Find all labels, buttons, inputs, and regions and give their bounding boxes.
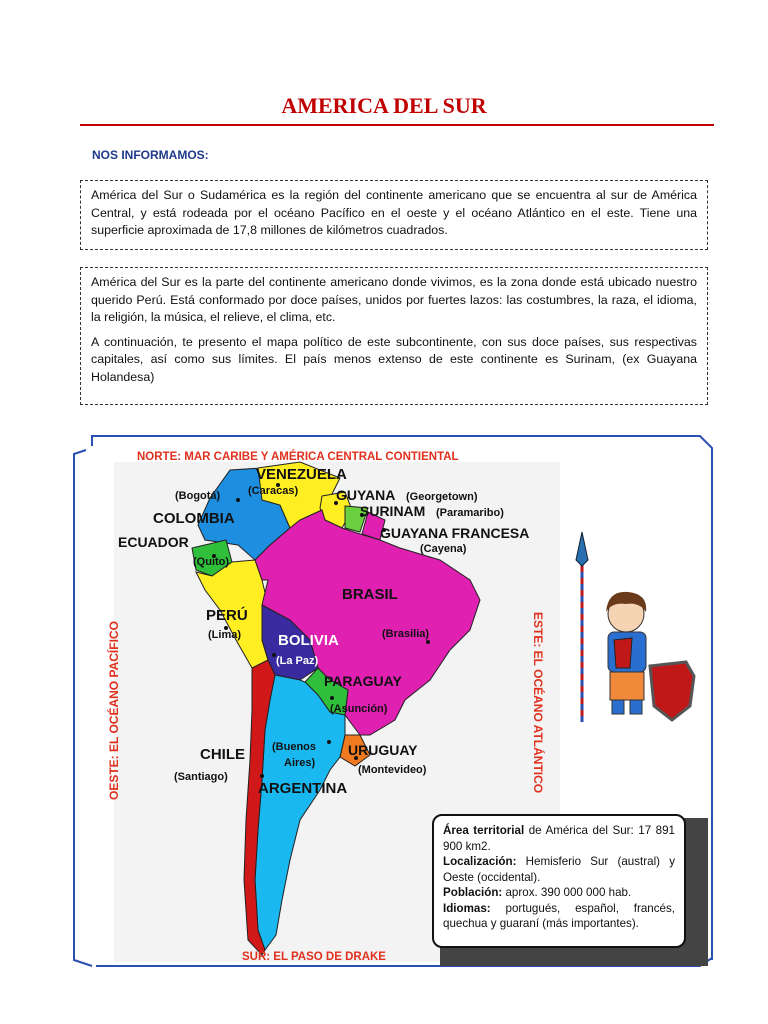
boy-legs bbox=[610, 672, 644, 700]
capital-dot bbox=[260, 774, 264, 778]
capital-dot bbox=[330, 696, 334, 700]
capital-dot bbox=[236, 498, 240, 502]
label-brasilia: (Brasilia) bbox=[382, 628, 430, 640]
info-location-text: Hemisferio Sur (austral) y Oeste (occidental). bbox=[443, 855, 675, 884]
label-chile: CHILE bbox=[200, 746, 245, 763]
info-location-label: Localización: bbox=[443, 855, 517, 868]
label-bolivia: BOLIVIA bbox=[278, 632, 339, 649]
info-languages-row bbox=[443, 901, 675, 932]
label-lima: (Lima) bbox=[208, 629, 241, 641]
label-georgetown: (Georgetown) bbox=[406, 491, 478, 503]
info-card bbox=[432, 814, 686, 948]
boy-vest bbox=[614, 638, 632, 668]
description-paragraph-2: A continuación, te presento el mapa político de este subcontinente, con sus doce países, sus respectivas capitales, así como sus límites. El país menos extenso de este continente es Surinam, (ex Guayana Holandesa) bbox=[91, 334, 697, 384]
info-area-text: de América del Sur: 17 891 900 km2. bbox=[443, 824, 675, 853]
label-peru: PERÚ bbox=[206, 607, 248, 624]
info-population-label: Población: bbox=[443, 886, 503, 899]
label-la-paz: (La Paz) bbox=[276, 655, 319, 667]
page-title: AMERICA DEL SUR bbox=[281, 93, 487, 118]
label-venezuela: VENEZUELA bbox=[256, 466, 347, 483]
label-paramaribo: (Paramaribo) bbox=[436, 507, 504, 519]
info-area-label: Área territorial bbox=[443, 824, 525, 837]
label-asuncion: (Asunción) bbox=[330, 703, 388, 715]
info-population-text: aprox. 390 000 000 hab. bbox=[502, 886, 632, 899]
intro-paragraph: América del Sur o Sudamérica es la región del continente americano que se encuentra al sur de América Central, y está rodeada por el océano Pacífico en el oeste y el océano Atlántico en el este. Tiene una superficie aproximada de 17,8 millones de kilómetros cuadrados. bbox=[91, 188, 697, 237]
label-uruguay: URUGUAY bbox=[348, 742, 418, 758]
label-guayana-francesa: GUAYANA FRANCESA bbox=[380, 525, 530, 541]
capital-dot bbox=[426, 640, 430, 644]
section-label: NOS INFORMAMOS: bbox=[92, 148, 209, 162]
info-area-row bbox=[443, 823, 675, 854]
description-paragraph-1: América del Sur es la parte del continente americano donde vivimos, es la zona donde está ubicado nuestro querido Perú. Está conformado por doce países, unidos por fuertes lazos: las costumbres, la raza, el idioma, la religión, la música, el relieve, el clima, etc. bbox=[91, 275, 697, 324]
label-paraguay: PARAGUAY bbox=[324, 673, 402, 689]
east-label: ESTE: EL OCÉANO ATLÁNTICO bbox=[531, 612, 545, 794]
label-santiago: (Santiago) bbox=[174, 771, 228, 783]
label-aires: Aires) bbox=[284, 757, 316, 769]
south-label: SUR: EL PASO DE DRAKE bbox=[242, 951, 386, 963]
label-ecuador: ECUADOR bbox=[118, 534, 189, 550]
west-label: OESTE: EL OCÉANO PACÍFICO bbox=[107, 621, 121, 800]
label-guyana: GUYANA bbox=[336, 487, 396, 503]
label-buenos: (Buenos bbox=[272, 741, 316, 753]
label-brasil: BRASIL bbox=[342, 586, 398, 603]
capital-dot bbox=[327, 740, 331, 744]
label-quito: (Quito) bbox=[193, 556, 230, 568]
label-surinam: SURINAM bbox=[360, 503, 426, 519]
label-caracas: (Caracas) bbox=[248, 485, 299, 497]
label-colombia: COLOMBIA bbox=[153, 510, 235, 527]
info-location-row bbox=[443, 854, 675, 885]
north-label: NORTE: MAR CARIBE Y AMÉRICA CENTRAL CONTIENTAL bbox=[137, 451, 459, 463]
label-cayena: (Cayena) bbox=[420, 543, 467, 555]
info-languages-text: portugués, español, francés, quechua y guaraní (más importantes). bbox=[443, 901, 675, 930]
label-argentina: ARGENTINA bbox=[258, 780, 348, 797]
info-languages-label: Idiomas: bbox=[443, 901, 491, 915]
label-montevideo: (Montevideo) bbox=[358, 764, 427, 776]
info-population-row bbox=[443, 885, 675, 901]
label-bogota: (Bogotá) bbox=[175, 490, 221, 502]
